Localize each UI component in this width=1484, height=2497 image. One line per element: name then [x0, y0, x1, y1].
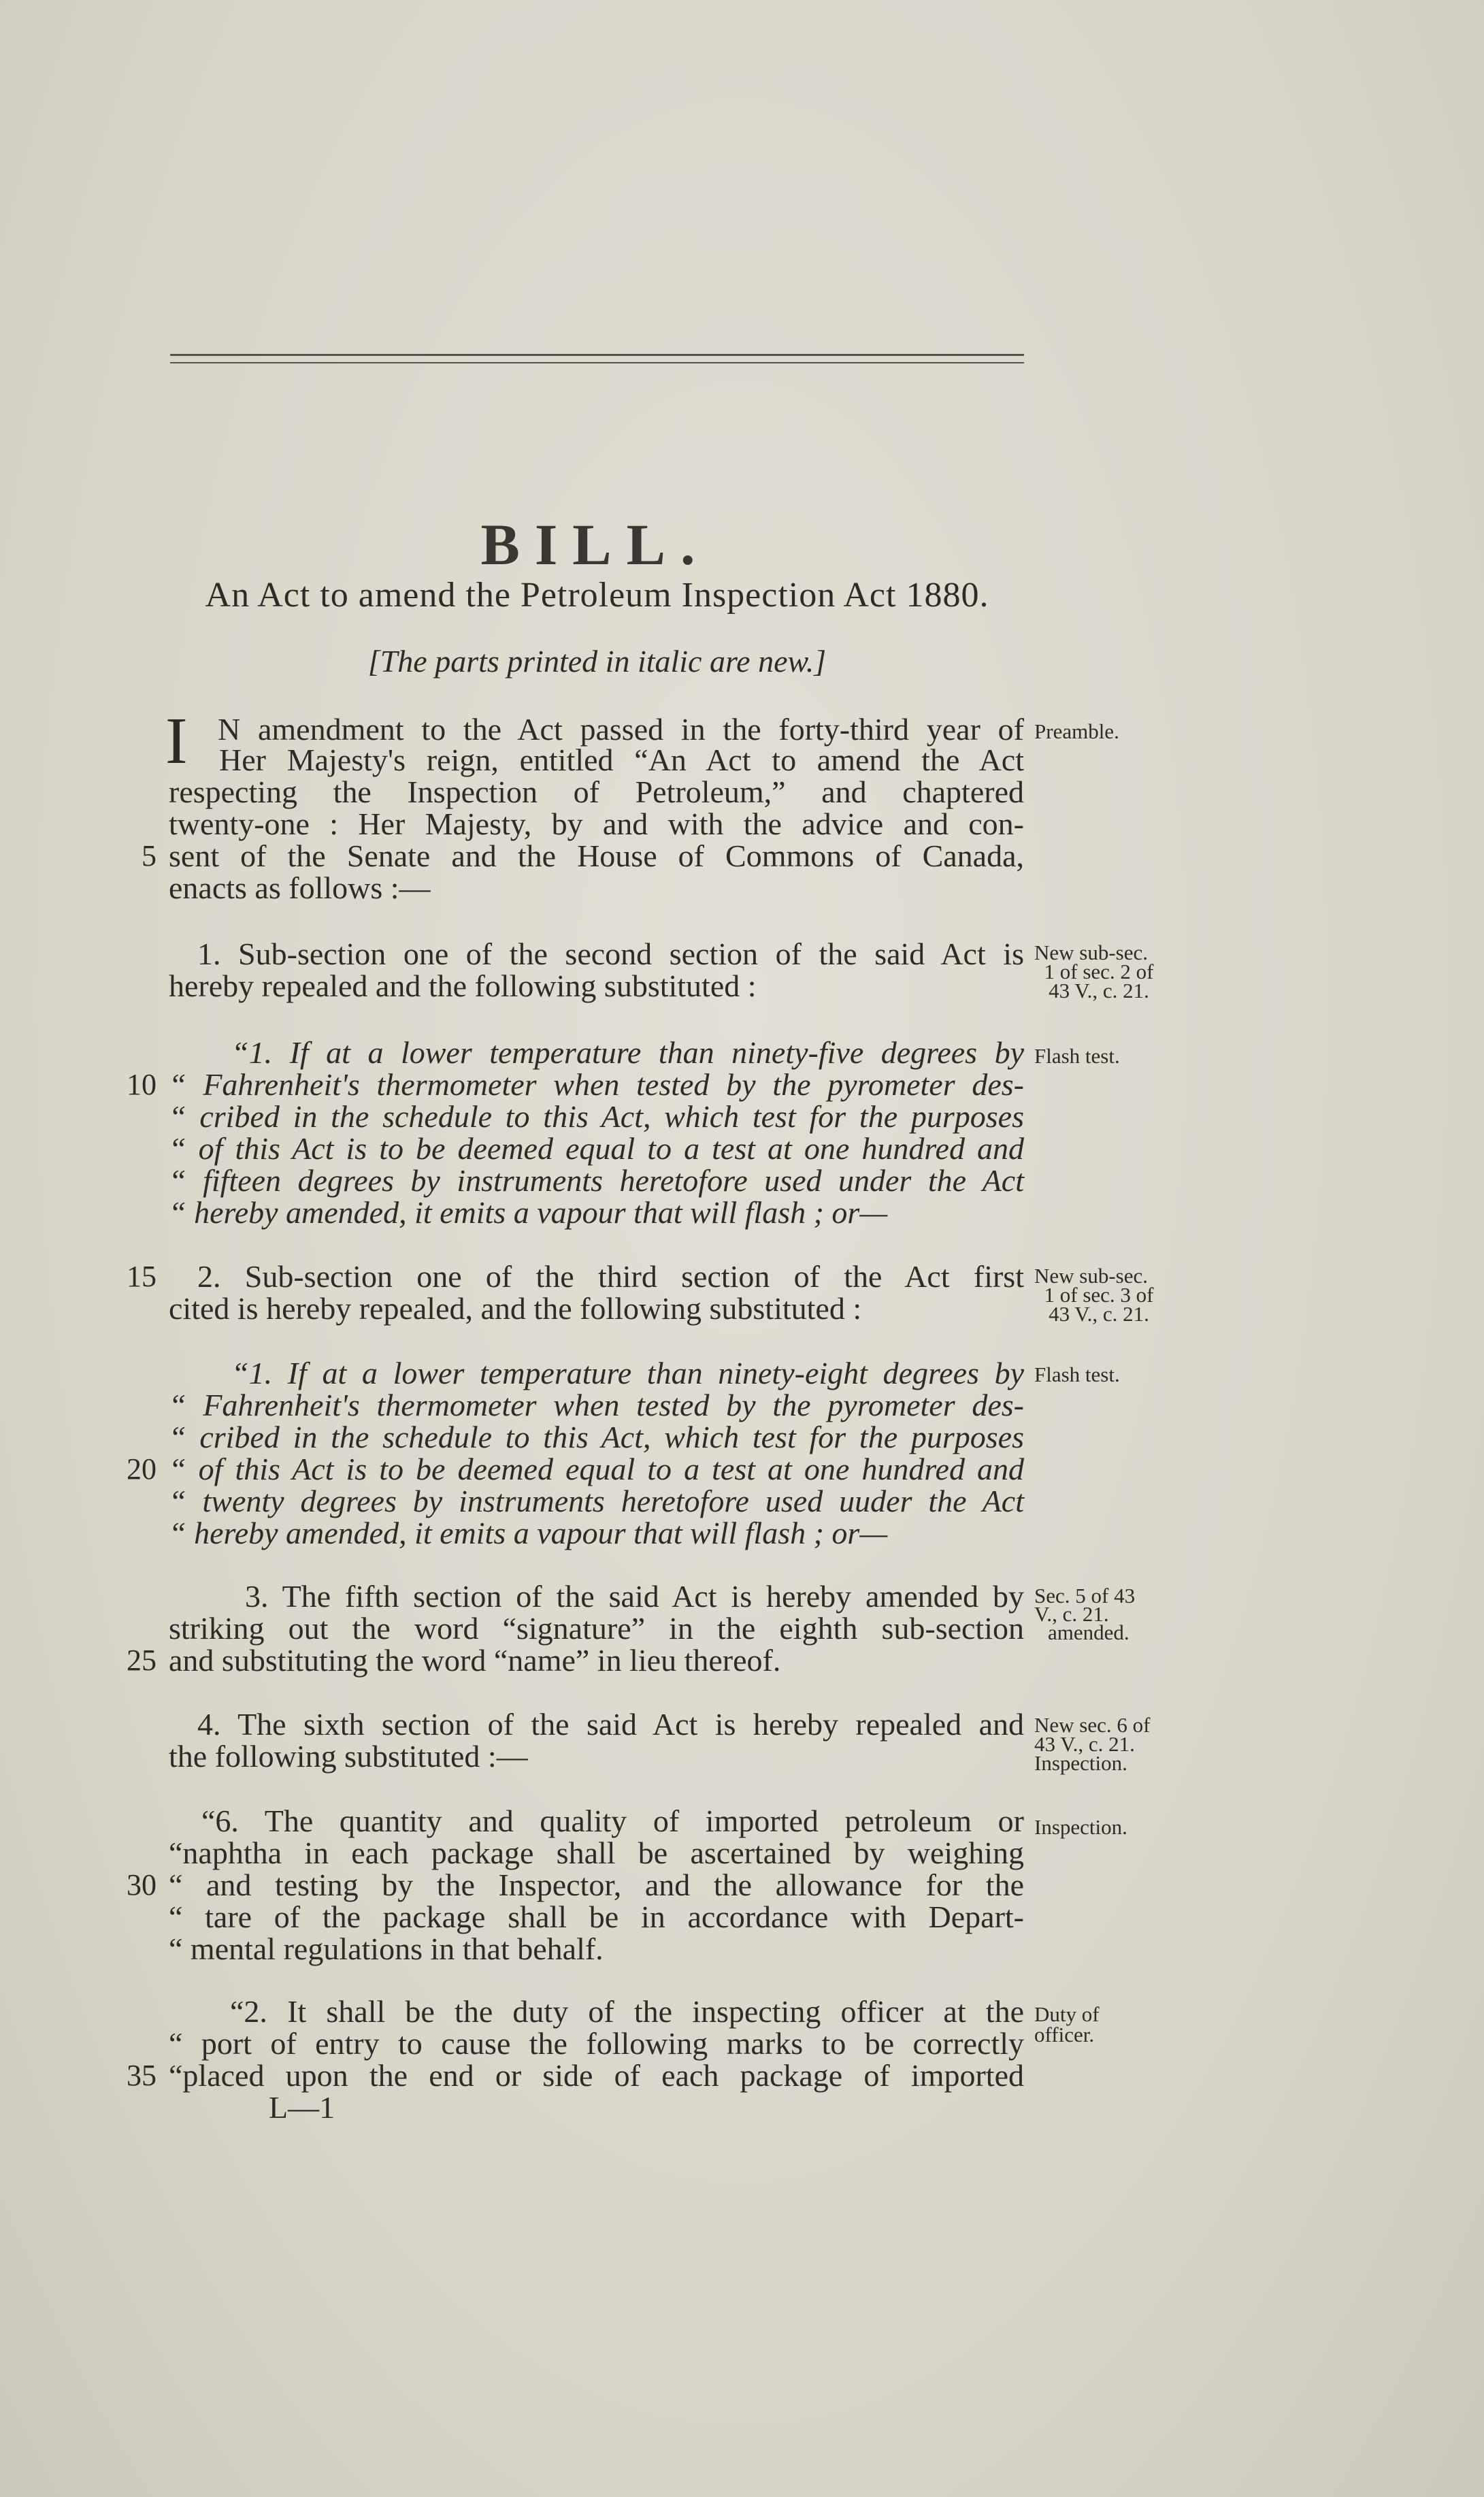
quote-2-line: “ cribed in the schedule to this Act, which test for the purposes	[169, 1420, 1024, 1454]
section-3-line: and substituting the word “name” in lieu thereof.	[169, 1643, 781, 1678]
margin-note-duty: Duty of	[1034, 2002, 1100, 2026]
section-3-line: 3. The fifth section of the said Act is hereby amended by	[245, 1579, 1024, 1614]
quote-2-line: “ of this Act is to be deemed equal to a test at one hundred and	[169, 1452, 1024, 1486]
margin-note-s2: 1 of sec. 3 of	[1044, 1283, 1154, 1307]
section-1-line: hereby repealed and the following substituted :	[169, 968, 757, 1003]
quote-6-line: “ mental regulations in that behalf.	[169, 1931, 604, 1966]
preamble-line: respecting the Inspection of Petroleum,” and chaptered	[169, 774, 1024, 809]
section-4-line: 4. The sixth section of the said Act is hereby repealed and	[197, 1707, 1024, 1742]
quote-1-line: “ Fahrenheit's thermometer when tested by the pyrometer des-	[169, 1067, 1024, 1102]
quote-6-line: “naphtha in each package shall be ascertained by weighing	[169, 1835, 1024, 1870]
margin-note-flash-test: Flash test.	[1034, 1044, 1120, 1068]
line-number: 25	[127, 1644, 156, 1677]
section-1-line: 1. Sub-section one of the second section of the said Act is	[197, 936, 1024, 971]
quote-2-line: “ Fahrenheit's thermometer when tested by the pyrometer des-	[169, 1388, 1024, 1422]
margin-note-s1: New sub-sec.	[1034, 941, 1149, 964]
preamble-line: N amendment to the Act passed in the forty-third year of	[218, 712, 1024, 747]
margin-note-s3: amended.	[1048, 1620, 1130, 1644]
quote-6-line: “ tare of the package shall be in accordance with Depart-	[169, 1899, 1024, 1934]
quote-2-line: “1. If at a lower temperature than ninety-eight degrees by	[231, 1356, 1024, 1390]
quote-6-line: “6. The quantity and quality of imported petroleum or	[201, 1804, 1024, 1838]
quote-2-line: “ hereby amended, it emits a vapour that will flash ; or—	[169, 1516, 888, 1550]
margin-note-s4: Inspection.	[1034, 1751, 1127, 1775]
quote-2-line: “ twenty degrees by instruments heretofore used uuder the Act	[169, 1484, 1024, 1518]
margin-note-flash-test: Flash test.	[1034, 1362, 1120, 1386]
signature-mark: L—1	[269, 2090, 335, 2125]
line-number: 35	[127, 2059, 156, 2092]
quote-1-line: “ hereby amended, it emits a vapour that will flash ; or—	[169, 1195, 888, 1230]
margin-note-s3: V., c. 21.	[1034, 1602, 1109, 1626]
header-rule	[170, 354, 1024, 356]
preamble-line: enacts as follows :—	[169, 870, 431, 905]
margin-note-s2: New sub-sec.	[1034, 1264, 1149, 1288]
margin-note-duty: officer.	[1034, 2023, 1095, 2046]
margin-note-s2: 43 V., c. 21.	[1049, 1302, 1149, 1326]
act-subtitle: An Act to amend the Petroleum Inspection Act 1880.	[205, 576, 989, 615]
quote-6-2-line: “placed upon the end or side of each package of imported	[169, 2058, 1024, 2093]
margin-note-s4: New sec. 6 of	[1034, 1713, 1151, 1737]
margin-note-s4: 43 V., c. 21.	[1034, 1732, 1135, 1756]
italic-note: [The parts printed in italic are new.]	[367, 644, 827, 679]
quote-1-line: “1. If at a lower temperature than ninety-five degrees by	[231, 1035, 1024, 1070]
quote-6-2-line: “ port of entry to cause the following marks to be correctly	[169, 2026, 1024, 2061]
margin-note-preamble: Preamble.	[1034, 719, 1119, 743]
quote-1-line: “ cribed in the schedule to this Act, which test for the purposes	[169, 1099, 1024, 1134]
quote-1-line: “ fifteen degrees by instruments heretofore used under the Act	[169, 1163, 1024, 1198]
header-rule-thin	[170, 362, 1024, 363]
section-2-line: cited is hereby repealed, and the following substituted :	[169, 1291, 862, 1326]
section-3-line: striking out the word “signature” in the eighth sub-section	[169, 1611, 1024, 1646]
quote-1-line: “ of this Act is to be deemed equal to a test at one hundred and	[169, 1131, 1024, 1166]
quote-6-2-line: “2. It shall be the duty of the inspecting officer at the	[230, 1994, 1024, 2029]
line-number: 5	[142, 839, 156, 872]
quote-6-line: “ and testing by the Inspector, and the allowance for the	[169, 1867, 1024, 1902]
preamble-line: sent of the Senate and the House of Commons of Canada,	[169, 838, 1024, 873]
margin-note-s1: 43 V., c. 21.	[1049, 979, 1149, 1002]
line-number: 30	[127, 1868, 156, 1902]
preamble-line: twenty-one : Her Majesty, by and with the advice and con-	[169, 806, 1024, 841]
section-2-line: 2. Sub-section one of the third section of the Act first	[197, 1259, 1024, 1294]
preamble-line: Her Majesty's reign, entitled “An Act to amend the Act	[219, 742, 1024, 777]
bill-title: BILL.	[480, 512, 710, 577]
section-4-line: the following substituted :—	[169, 1739, 528, 1774]
margin-note-inspection: Inspection.	[1034, 1815, 1127, 1839]
line-number: 20	[127, 1452, 156, 1486]
margin-note-s1: 1 of sec. 2 of	[1044, 960, 1154, 983]
line-number: 10	[127, 1068, 156, 1101]
drop-cap: I	[165, 704, 188, 778]
line-number: 15	[127, 1260, 156, 1293]
margin-note-s3: Sec. 5 of 43	[1034, 1584, 1136, 1607]
